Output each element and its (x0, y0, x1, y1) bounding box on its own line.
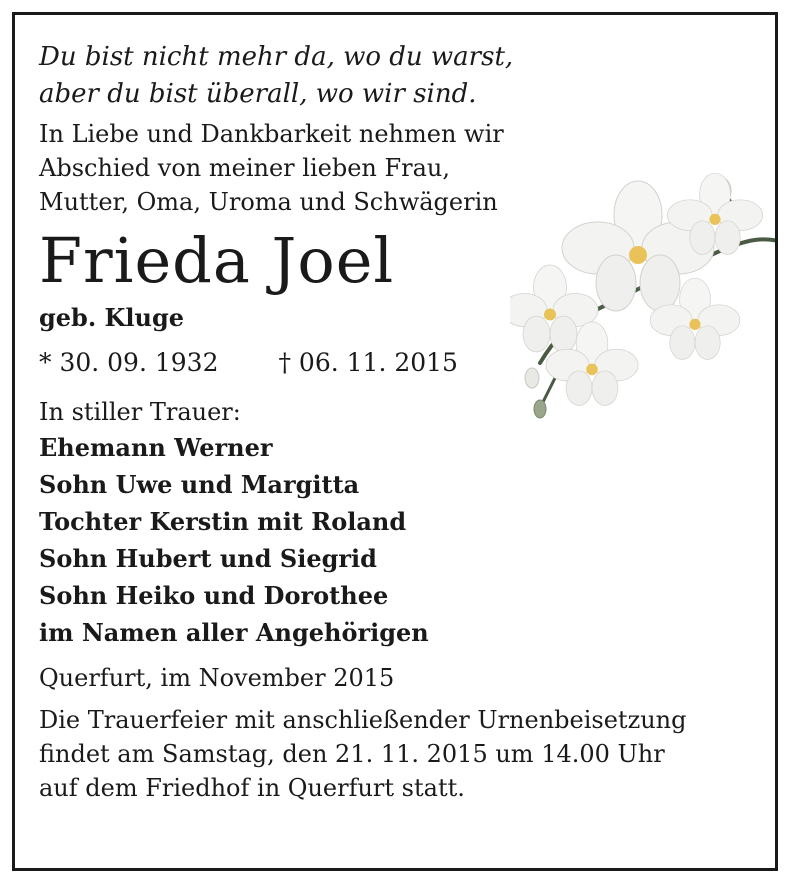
quote (39, 39, 751, 113)
funeral-line: Die Trauerfeier mit anschließender Urnenbeisetzung (39, 706, 687, 734)
funeral-line: auf dem Friedhof in Querfurt statt. (39, 774, 465, 802)
mourners-list (39, 429, 751, 651)
obituary-card (12, 12, 778, 871)
intro-line: Mutter, Oma, Uroma und Schwägerin (39, 188, 498, 216)
birth-name: geb. Kluge (39, 303, 185, 332)
orchid-bud (534, 400, 546, 418)
mourner: Sohn Hubert und Siegrid (39, 544, 377, 573)
mourner: Ehemann Werner (39, 433, 273, 462)
quote-line: Du bist nicht mehr da, wo du warst, (39, 42, 514, 72)
orchid-bud (525, 368, 539, 388)
mourners-label: In stiller Trauer: (39, 398, 241, 426)
intro-line: In Liebe und Dankbarkeit nehmen wir (39, 120, 504, 148)
funeral-line: findet am Samstag, den 21. 11. 2015 um 14.00 Uhr (39, 740, 665, 768)
mourner: Tochter Kerstin mit Roland (39, 507, 407, 536)
mourner: Sohn Uwe und Margitta (39, 470, 360, 499)
death-date: † 06. 11. 2015 (278, 348, 458, 377)
mourner: im Namen aller Angehörigen (39, 618, 429, 647)
quote-line: aber du bist überall, wo wir sind. (39, 79, 477, 109)
birth-date: * 30. 09. 1932 (39, 348, 219, 377)
mourner: Sohn Heiko und Dorothee (39, 581, 389, 610)
intro-line: Abschied von meiner lieben Frau, (39, 154, 450, 182)
place-date: Querfurt, im November 2015 (39, 664, 395, 692)
funeral-info (39, 703, 751, 805)
deceased-name: Frieda Joel (39, 224, 395, 297)
orchid-image (510, 173, 778, 423)
